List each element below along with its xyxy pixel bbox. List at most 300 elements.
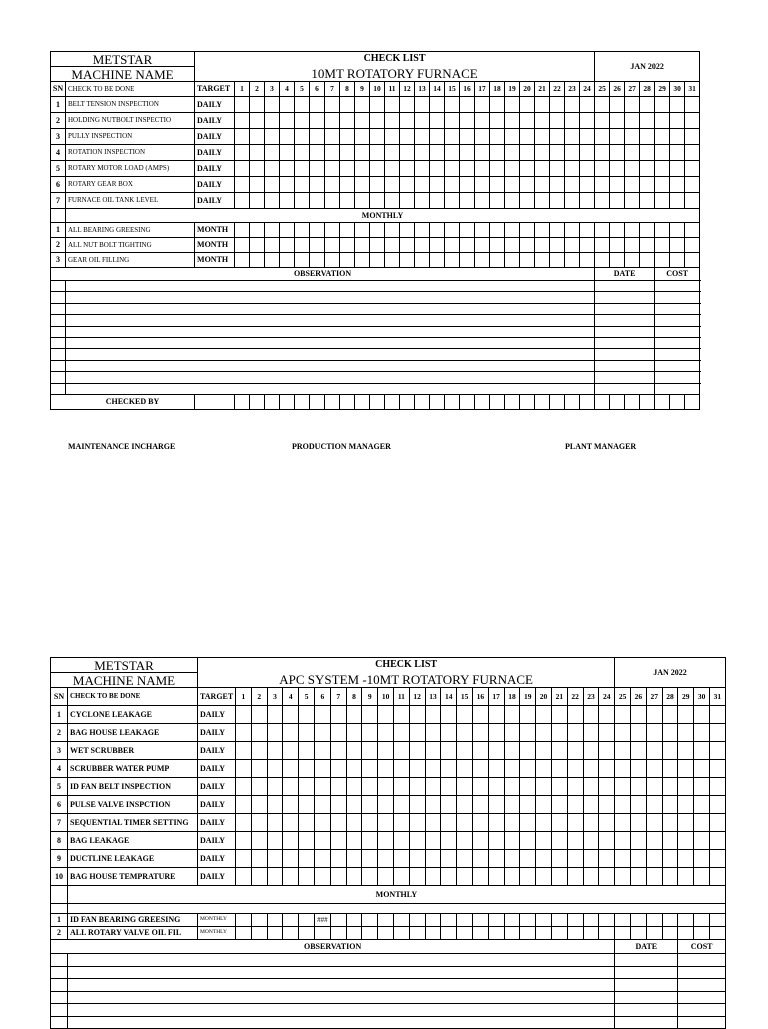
day-cell[interactable] [580,223,595,238]
day-cell[interactable] [551,742,567,760]
day-cell[interactable] [583,832,599,850]
day-cell[interactable] [425,706,441,724]
date-cell[interactable] [595,372,655,383]
checked-by-cell[interactable] [445,394,460,409]
day-cell[interactable] [236,796,252,814]
day-cell[interactable] [441,814,457,832]
day-cell[interactable] [520,177,535,193]
day-cell[interactable] [378,742,394,760]
day-cell[interactable] [409,742,425,760]
day-cell[interactable] [710,778,726,796]
day-cell[interactable] [457,760,473,778]
day-cell[interactable] [400,223,415,238]
checked-by-cell[interactable] [595,394,610,409]
day-cell[interactable] [685,145,700,161]
day-cell[interactable] [536,742,552,760]
day-cell[interactable] [280,129,295,145]
day-cell[interactable] [610,193,625,209]
day-cell[interactable] [393,868,409,886]
day-cell[interactable] [425,742,441,760]
day-cell[interactable] [520,814,536,832]
day-cell[interactable] [678,760,694,778]
day-cell[interactable] [267,927,283,940]
day-cell[interactable] [646,796,662,814]
day-cell[interactable] [520,145,535,161]
day-cell[interactable] [415,177,430,193]
day-cell[interactable] [710,914,726,927]
day-cell[interactable] [640,253,655,268]
day-cell[interactable] [610,145,625,161]
day-cell[interactable] [565,177,580,193]
day-cell[interactable] [385,129,400,145]
day-cell[interactable] [610,97,625,113]
day-cell[interactable] [235,145,250,161]
checked-by-cell[interactable] [325,394,340,409]
day-cell[interactable] [346,742,362,760]
day-cell[interactable] [685,253,700,268]
day-cell[interactable] [250,223,265,238]
day-cell[interactable] [325,238,340,253]
day-cell[interactable] [567,760,583,778]
day-cell[interactable] [362,724,378,742]
day-cell[interactable] [385,238,400,253]
day-cell[interactable] [370,253,385,268]
day-cell[interactable] [472,706,488,724]
day-cell[interactable] [362,778,378,796]
day-cell[interactable] [251,927,267,940]
day-cell[interactable] [694,850,710,868]
day-cell[interactable] [400,253,415,268]
day-cell[interactable] [378,796,394,814]
day-cell[interactable] [346,796,362,814]
day-cell[interactable] [520,868,536,886]
date-cell[interactable] [615,954,678,967]
day-cell[interactable] [400,97,415,113]
day-cell[interactable] [678,742,694,760]
day-cell[interactable] [567,724,583,742]
day-cell[interactable] [488,724,504,742]
day-cell[interactable] [370,97,385,113]
observation-cell[interactable] [66,281,595,292]
checked-by-cell[interactable] [370,394,385,409]
day-cell[interactable] [655,193,670,209]
day-cell[interactable] [355,113,370,129]
day-cell[interactable] [460,129,475,145]
day-cell[interactable] [315,850,331,868]
day-cell[interactable] [378,778,394,796]
day-cell[interactable] [595,113,610,129]
cost-cell[interactable] [655,303,700,314]
day-cell[interactable] [385,223,400,238]
day-cell[interactable] [551,868,567,886]
day-cell[interactable] [694,914,710,927]
day-cell[interactable] [315,778,331,796]
day-cell[interactable] [409,832,425,850]
day-cell[interactable] [488,760,504,778]
day-cell[interactable] [346,814,362,832]
day-cell[interactable] [299,832,315,850]
day-cell[interactable] [385,193,400,209]
day-cell[interactable] [565,145,580,161]
cost-cell[interactable] [655,349,700,360]
checked-by-cell[interactable] [625,394,640,409]
day-cell[interactable] [393,914,409,927]
day-cell[interactable] [393,927,409,940]
day-cell[interactable] [295,129,310,145]
observation-cell[interactable] [66,360,595,371]
day-cell[interactable] [235,177,250,193]
day-cell[interactable] [346,868,362,886]
day-cell[interactable] [536,832,552,850]
day-cell[interactable] [330,868,346,886]
day-cell[interactable] [625,253,640,268]
day-cell[interactable] [310,113,325,129]
day-cell[interactable] [267,814,283,832]
checked-by-cell[interactable] [250,394,265,409]
cost-cell[interactable] [655,292,700,303]
day-cell[interactable] [283,724,299,742]
day-cell[interactable] [425,760,441,778]
day-cell[interactable] [536,778,552,796]
day-cell[interactable] [415,193,430,209]
day-cell[interactable] [430,223,445,238]
day-cell[interactable] [430,129,445,145]
day-cell[interactable] [415,145,430,161]
day-cell[interactable] [236,724,252,742]
day-cell[interactable] [378,814,394,832]
checked-by-cell[interactable] [430,394,445,409]
day-cell[interactable] [488,706,504,724]
observation-cell[interactable] [68,966,615,979]
day-cell[interactable] [265,223,280,238]
day-cell[interactable] [409,724,425,742]
day-cell[interactable] [670,253,685,268]
day-cell[interactable] [567,796,583,814]
day-cell[interactable] [655,223,670,238]
day-cell[interactable] [362,814,378,832]
day-cell[interactable] [370,145,385,161]
day-cell[interactable] [346,778,362,796]
day-cell[interactable] [520,161,535,177]
day-cell[interactable] [678,796,694,814]
day-cell[interactable] [551,760,567,778]
day-cell[interactable] [445,238,460,253]
day-cell[interactable] [475,161,490,177]
day-cell[interactable] [430,161,445,177]
day-cell[interactable] [490,193,505,209]
day-cell[interactable] [250,97,265,113]
day-cell[interactable] [265,97,280,113]
checked-by-cell[interactable] [400,394,415,409]
day-cell[interactable] [505,177,520,193]
day-cell[interactable] [567,814,583,832]
day-cell[interactable] [472,850,488,868]
day-cell[interactable] [646,832,662,850]
day-cell[interactable] [625,97,640,113]
day-cell[interactable] [678,914,694,927]
day-cell[interactable] [325,223,340,238]
checked-by-cell[interactable] [505,394,520,409]
day-cell[interactable] [550,238,565,253]
day-cell[interactable] [655,238,670,253]
day-cell[interactable] [685,161,700,177]
day-cell[interactable] [265,145,280,161]
day-cell[interactable] [445,129,460,145]
cost-cell[interactable] [655,337,700,348]
day-cell[interactable] [283,706,299,724]
day-cell[interactable] [694,742,710,760]
day-cell[interactable] [283,914,299,927]
day-cell[interactable] [599,850,615,868]
day-cell[interactable] [325,161,340,177]
day-cell[interactable] [504,832,520,850]
day-cell[interactable] [565,129,580,145]
day-cell[interactable] [520,742,536,760]
day-cell[interactable] [235,253,250,268]
day-cell[interactable] [393,760,409,778]
day-cell[interactable] [580,238,595,253]
day-cell[interactable] [445,177,460,193]
day-cell[interactable] [694,868,710,886]
day-cell[interactable] [646,850,662,868]
day-cell[interactable] [267,832,283,850]
day-cell[interactable] [235,193,250,209]
day-cell[interactable] [415,129,430,145]
day-cell[interactable] [580,129,595,145]
day-cell[interactable] [504,914,520,927]
day-cell[interactable] [662,850,678,868]
day-cell[interactable] [710,760,726,778]
day-cell[interactable] [415,238,430,253]
day-cell[interactable] [236,814,252,832]
day-cell[interactable] [599,868,615,886]
day-cell[interactable] [340,223,355,238]
day-cell[interactable] [504,742,520,760]
date-cell[interactable] [615,991,678,1004]
day-cell[interactable] [662,868,678,886]
day-cell[interactable] [520,253,535,268]
day-cell[interactable] [640,177,655,193]
observation-cell[interactable] [68,1016,615,1029]
day-cell[interactable] [565,238,580,253]
day-cell[interactable] [295,223,310,238]
day-cell[interactable] [625,145,640,161]
day-cell[interactable] [710,706,726,724]
day-cell[interactable] [340,253,355,268]
date-cell[interactable] [595,326,655,337]
day-cell[interactable] [460,97,475,113]
day-cell[interactable] [488,742,504,760]
day-cell[interactable] [615,927,631,940]
day-cell[interactable] [445,161,460,177]
day-cell[interactable] [472,914,488,927]
day-cell[interactable] [662,796,678,814]
day-cell[interactable] [599,706,615,724]
day-cell[interactable] [631,706,647,724]
day-cell[interactable] [340,113,355,129]
checked-by-cell[interactable] [460,394,475,409]
day-cell[interactable] [409,914,425,927]
day-cell[interactable] [441,706,457,724]
day-cell[interactable] [685,113,700,129]
day-cell[interactable] [646,706,662,724]
observation-cell[interactable] [66,349,595,360]
day-cell[interactable] [550,177,565,193]
checked-by-cell[interactable] [235,394,250,409]
day-cell[interactable] [625,129,640,145]
day-cell[interactable] [565,97,580,113]
day-cell[interactable] [488,796,504,814]
checked-by-cell[interactable] [535,394,550,409]
day-cell[interactable] [441,927,457,940]
day-cell[interactable] [378,868,394,886]
day-cell[interactable] [551,796,567,814]
day-cell[interactable] [236,914,252,927]
day-cell[interactable] [460,177,475,193]
day-cell[interactable] [362,927,378,940]
day-cell[interactable] [330,850,346,868]
day-cell[interactable] [640,238,655,253]
day-cell[interactable] [631,814,647,832]
day-cell[interactable] [631,868,647,886]
day-cell[interactable] [460,223,475,238]
day-cell[interactable] [267,742,283,760]
day-cell[interactable] [610,129,625,145]
day-cell[interactable] [490,97,505,113]
day-cell[interactable] [299,914,315,927]
day-cell[interactable] [551,914,567,927]
day-cell[interactable] [631,832,647,850]
day-cell-mark[interactable]: ### [315,914,331,927]
day-cell[interactable] [385,161,400,177]
day-cell[interactable] [362,760,378,778]
checked-by-cell[interactable] [670,394,685,409]
date-cell[interactable] [615,966,678,979]
day-cell[interactable] [430,193,445,209]
day-cell[interactable] [457,742,473,760]
observation-cell[interactable] [68,1004,615,1017]
day-cell[interactable] [325,253,340,268]
day-cell[interactable] [646,814,662,832]
day-cell[interactable] [567,850,583,868]
day-cell[interactable] [655,97,670,113]
day-cell[interactable] [685,238,700,253]
day-cell[interactable] [490,223,505,238]
day-cell[interactable] [694,724,710,742]
day-cell[interactable] [488,927,504,940]
day-cell[interactable] [346,724,362,742]
day-cell[interactable] [236,742,252,760]
day-cell[interactable] [280,145,295,161]
day-cell[interactable] [662,760,678,778]
day-cell[interactable] [457,724,473,742]
day-cell[interactable] [475,145,490,161]
day-cell[interactable] [536,868,552,886]
day-cell[interactable] [400,238,415,253]
day-cell[interactable] [551,814,567,832]
day-cell[interactable] [631,760,647,778]
day-cell[interactable] [567,914,583,927]
day-cell[interactable] [710,832,726,850]
day-cell[interactable] [409,706,425,724]
day-cell[interactable] [472,778,488,796]
day-cell[interactable] [430,253,445,268]
day-cell[interactable] [236,850,252,868]
cost-cell[interactable] [655,315,700,326]
day-cell[interactable] [595,223,610,238]
observation-cell[interactable] [66,337,595,348]
day-cell[interactable] [235,161,250,177]
day-cell[interactable] [430,97,445,113]
cost-cell[interactable] [678,1004,725,1017]
day-cell[interactable] [610,177,625,193]
day-cell[interactable] [251,814,267,832]
day-cell[interactable] [655,253,670,268]
day-cell[interactable] [280,97,295,113]
day-cell[interactable] [370,223,385,238]
day-cell[interactable] [283,832,299,850]
day-cell[interactable] [625,161,640,177]
day-cell[interactable] [295,97,310,113]
day-cell[interactable] [265,253,280,268]
day-cell[interactable] [670,238,685,253]
day-cell[interactable] [670,193,685,209]
day-cell[interactable] [583,778,599,796]
day-cell[interactable] [330,742,346,760]
day-cell[interactable] [583,914,599,927]
day-cell[interactable] [441,796,457,814]
day-cell[interactable] [280,238,295,253]
day-cell[interactable] [595,193,610,209]
day-cell[interactable] [445,97,460,113]
day-cell[interactable] [299,814,315,832]
day-cell[interactable] [457,706,473,724]
day-cell[interactable] [631,914,647,927]
day-cell[interactable] [625,177,640,193]
observation-cell[interactable] [66,292,595,303]
day-cell[interactable] [662,832,678,850]
day-cell[interactable] [595,177,610,193]
day-cell[interactable] [610,223,625,238]
day-cell[interactable] [599,814,615,832]
day-cell[interactable] [551,778,567,796]
day-cell[interactable] [457,850,473,868]
day-cell[interactable] [280,253,295,268]
day-cell[interactable] [694,760,710,778]
day-cell[interactable] [490,113,505,129]
day-cell[interactable] [565,113,580,129]
checked-by-cell[interactable] [265,394,280,409]
day-cell[interactable] [640,97,655,113]
day-cell[interactable] [536,850,552,868]
day-cell[interactable] [599,927,615,940]
day-cell[interactable] [393,832,409,850]
day-cell[interactable] [340,145,355,161]
day-cell[interactable] [441,742,457,760]
day-cell[interactable] [678,832,694,850]
checked-by-cell[interactable] [340,394,355,409]
day-cell[interactable] [310,145,325,161]
day-cell[interactable] [310,223,325,238]
day-cell[interactable] [610,238,625,253]
day-cell[interactable] [340,161,355,177]
day-cell[interactable] [710,850,726,868]
checked-by-cell[interactable] [490,394,505,409]
day-cell[interactable] [265,177,280,193]
day-cell[interactable] [325,193,340,209]
day-cell[interactable] [251,832,267,850]
day-cell[interactable] [567,742,583,760]
